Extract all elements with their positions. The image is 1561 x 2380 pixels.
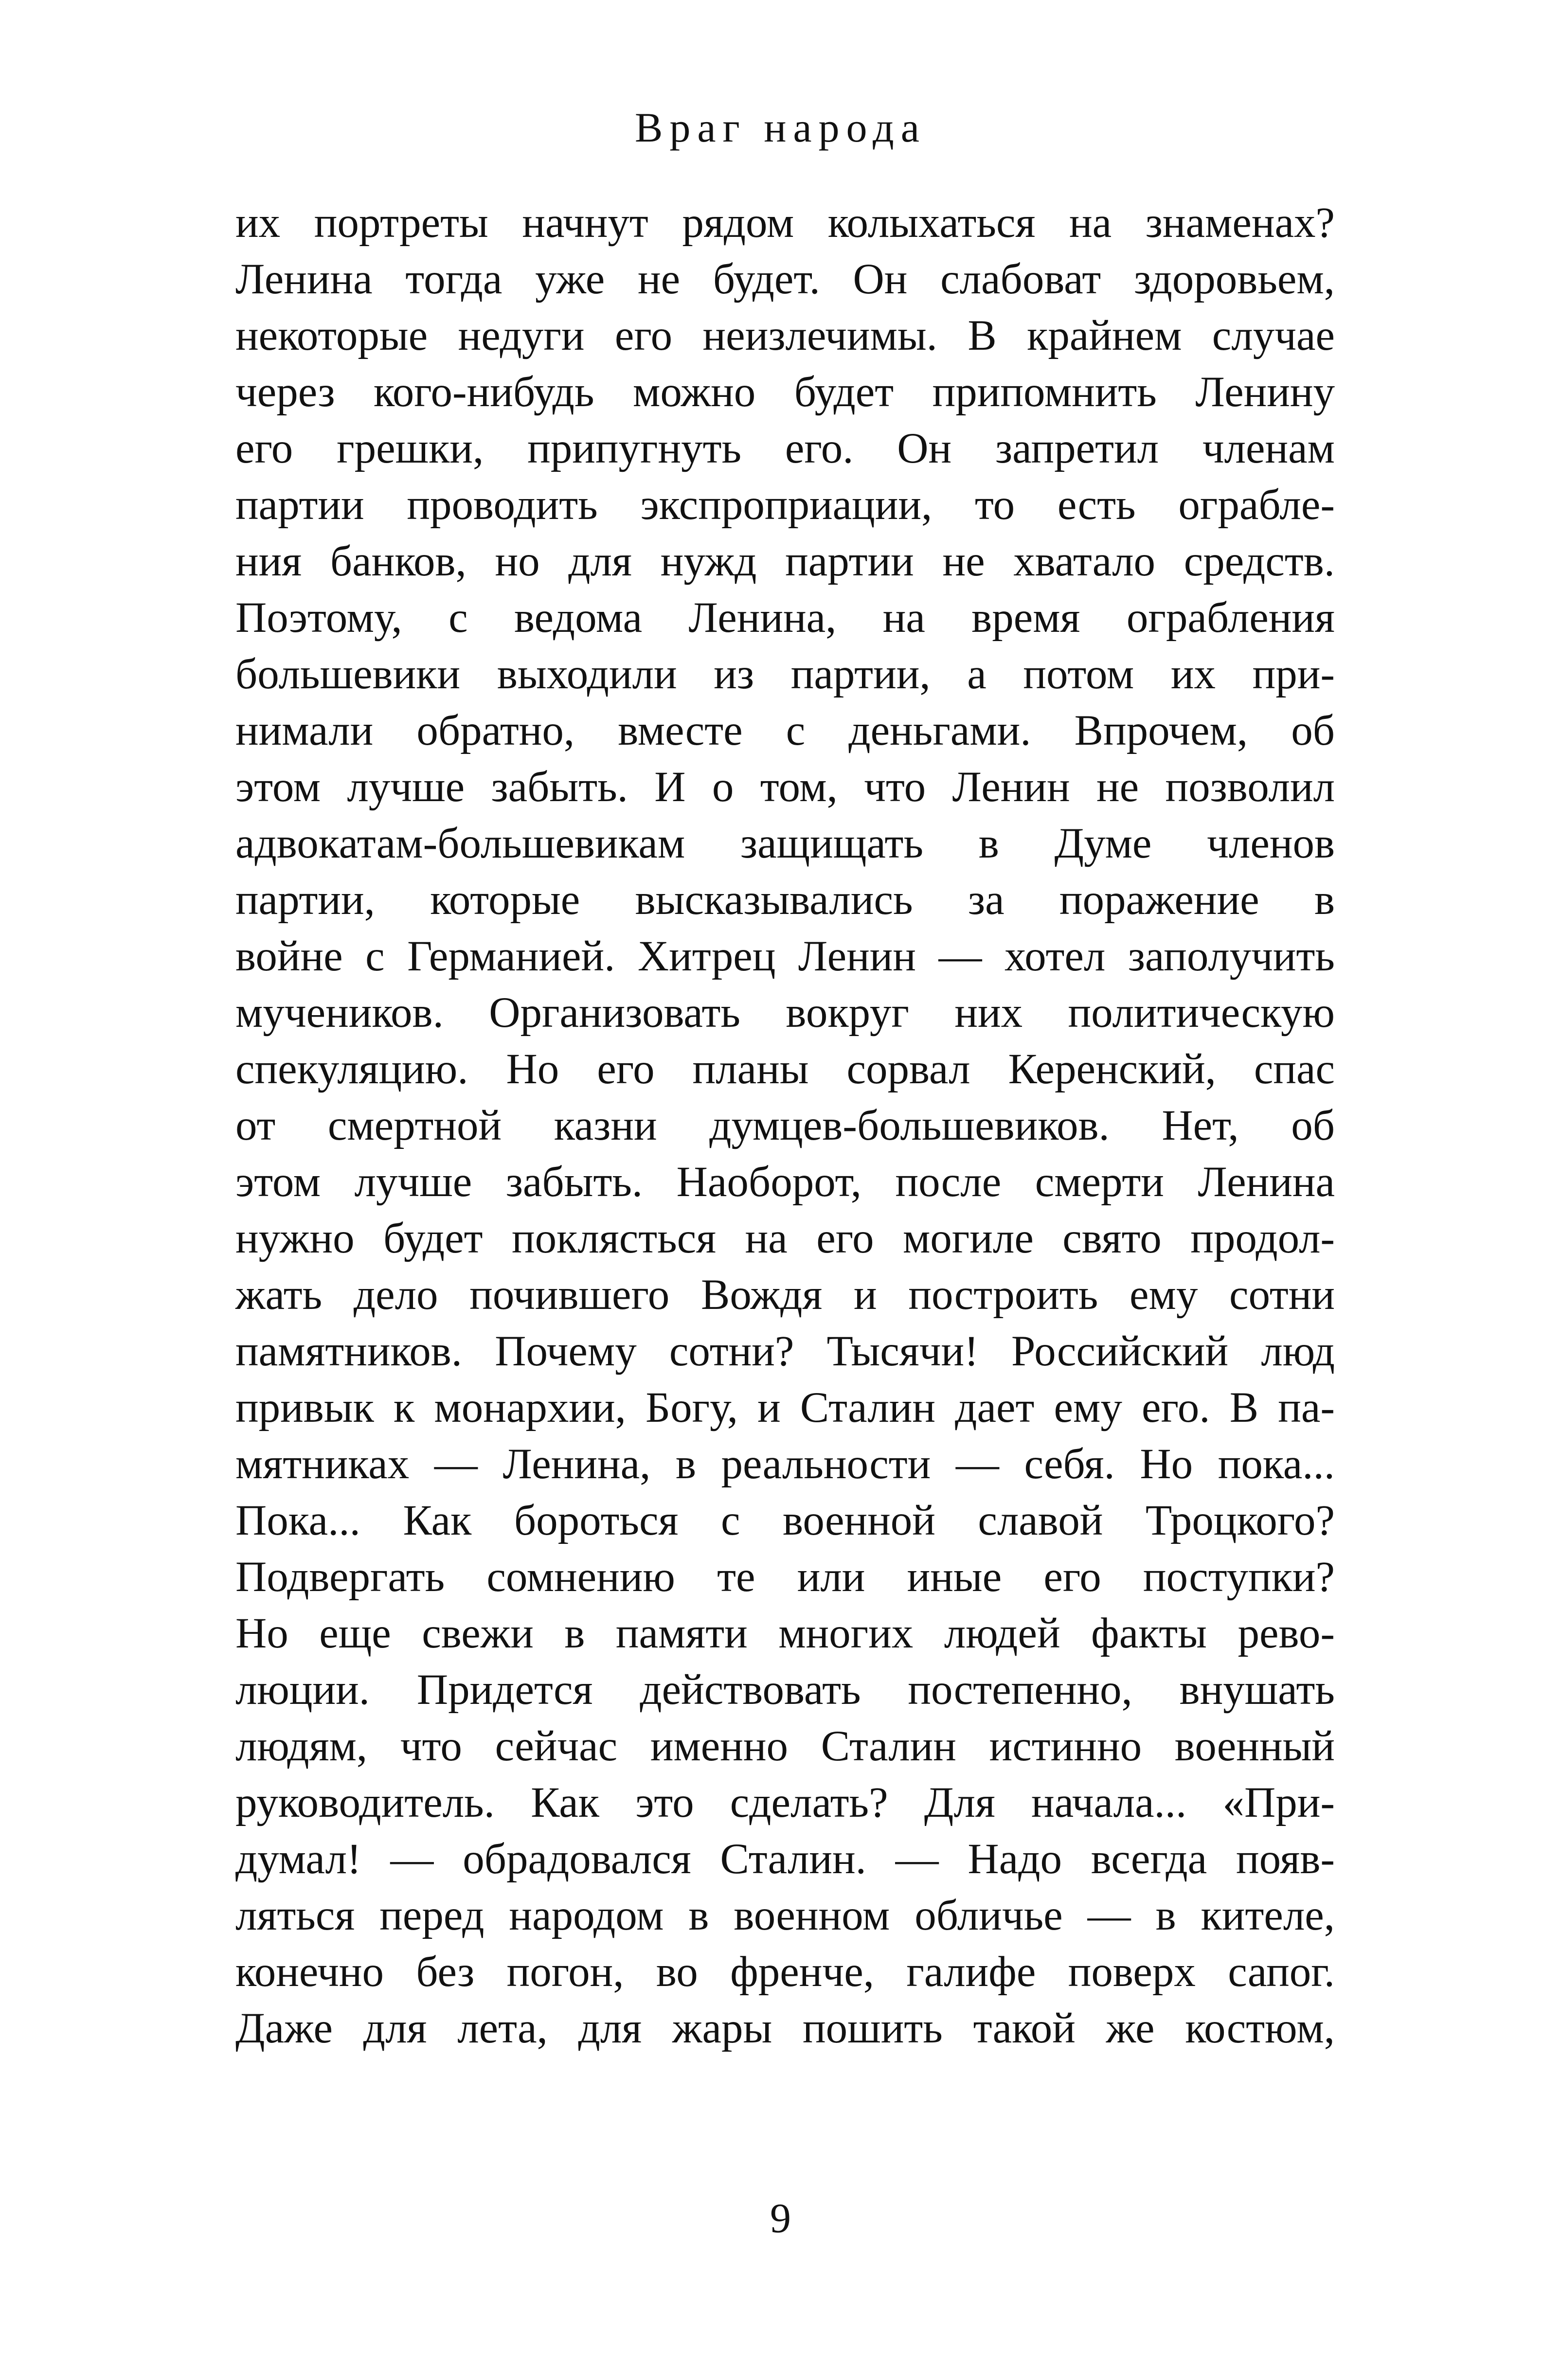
text-line: от смертной казни думцев-большевиков. Нет, об (235, 1102, 1335, 1149)
text-line: людям, что сейчас именно Сталин истинно военный (235, 1722, 1335, 1770)
text-line: Но еще свежи в памяти многих людей факты рево- (235, 1610, 1335, 1657)
text-line: руководитель. Как это сделать? Для начала... «При- (235, 1779, 1335, 1826)
text-line: этом лучше забыть. Наоборот, после смерти Ленина (235, 1158, 1335, 1206)
text-line: жать дело почившего Вождя и построить ему сотни (235, 1271, 1335, 1319)
text-line: Даже для лета, для жары пошить такой же костюм, (235, 2004, 1335, 2052)
text-line: через кого-нибудь можно будет припомнить Ленину (235, 368, 1335, 416)
text-line: Пока... Как бороться с военной славой Троцкого? (235, 1497, 1335, 1544)
body-text (235, 195, 1335, 2057)
text-line: адвокатам-большевикам защищать в Думе членов (235, 820, 1335, 867)
text-line: ляться перед народом в военном обличье — в кителе, (235, 1892, 1335, 1939)
text-line: привык к монархии, Богу, и Сталин дает ему его. В па- (235, 1384, 1335, 1432)
text-line: нимали обратно, вместе с деньгами. Впрочем, об (235, 707, 1335, 754)
text-line: их портреты начнут рядом колыхаться на знаменах? (235, 199, 1335, 247)
page-number: 9 (770, 2195, 791, 2241)
running-head: Враг народа (635, 104, 926, 151)
text-line: памятников. Почему сотни? Тысячи! Российский люд (235, 1327, 1335, 1375)
text-line: его грешки, припугнуть его. Он запретил членам (235, 425, 1335, 472)
text-line: мятниках — Ленина, в реальности — себя. Но пока... (235, 1440, 1335, 1488)
text-line: ния банков, но для нужд партии не хватало средств. (235, 537, 1335, 585)
text-line: партии, которые высказывались за поражение в (235, 876, 1335, 924)
text-line: этом лучше забыть. И о том, что Ленин не позволил (235, 763, 1335, 811)
text-line: нужно будет поклясться на его могиле свято продол- (235, 1215, 1335, 1262)
text-line: спекуляцию. Но его планы сорвал Керенский, спас (235, 1045, 1335, 1093)
text-line: люции. Придется действовать постепенно, внушать (235, 1666, 1335, 1714)
text-line: Поэтому, с ведома Ленина, на время ограбления (235, 594, 1335, 642)
text-line: некоторые недуги его неизлечимы. В крайнем случае (235, 312, 1335, 359)
text-line: партии проводить экспроприации, то есть ограбле- (235, 481, 1335, 529)
text-line: большевики выходили из партии, а потом их при- (235, 650, 1335, 698)
text-line: Ленина тогда уже не будет. Он слабоват здоровьем, (235, 255, 1335, 303)
text-line: конечно без погон, во френче, галифе поверх сапог. (235, 1948, 1335, 1996)
text-line: думал! — обрадовался Сталин. — Надо всегда появ- (235, 1835, 1335, 1883)
text-line: мучеников. Организовать вокруг них политическую (235, 989, 1335, 1037)
text-line: Подвергать сомнению те или иные его поступки? (235, 1553, 1335, 1601)
text-line: войне с Германией. Хитрец Ленин — хотел заполучить (235, 932, 1335, 980)
